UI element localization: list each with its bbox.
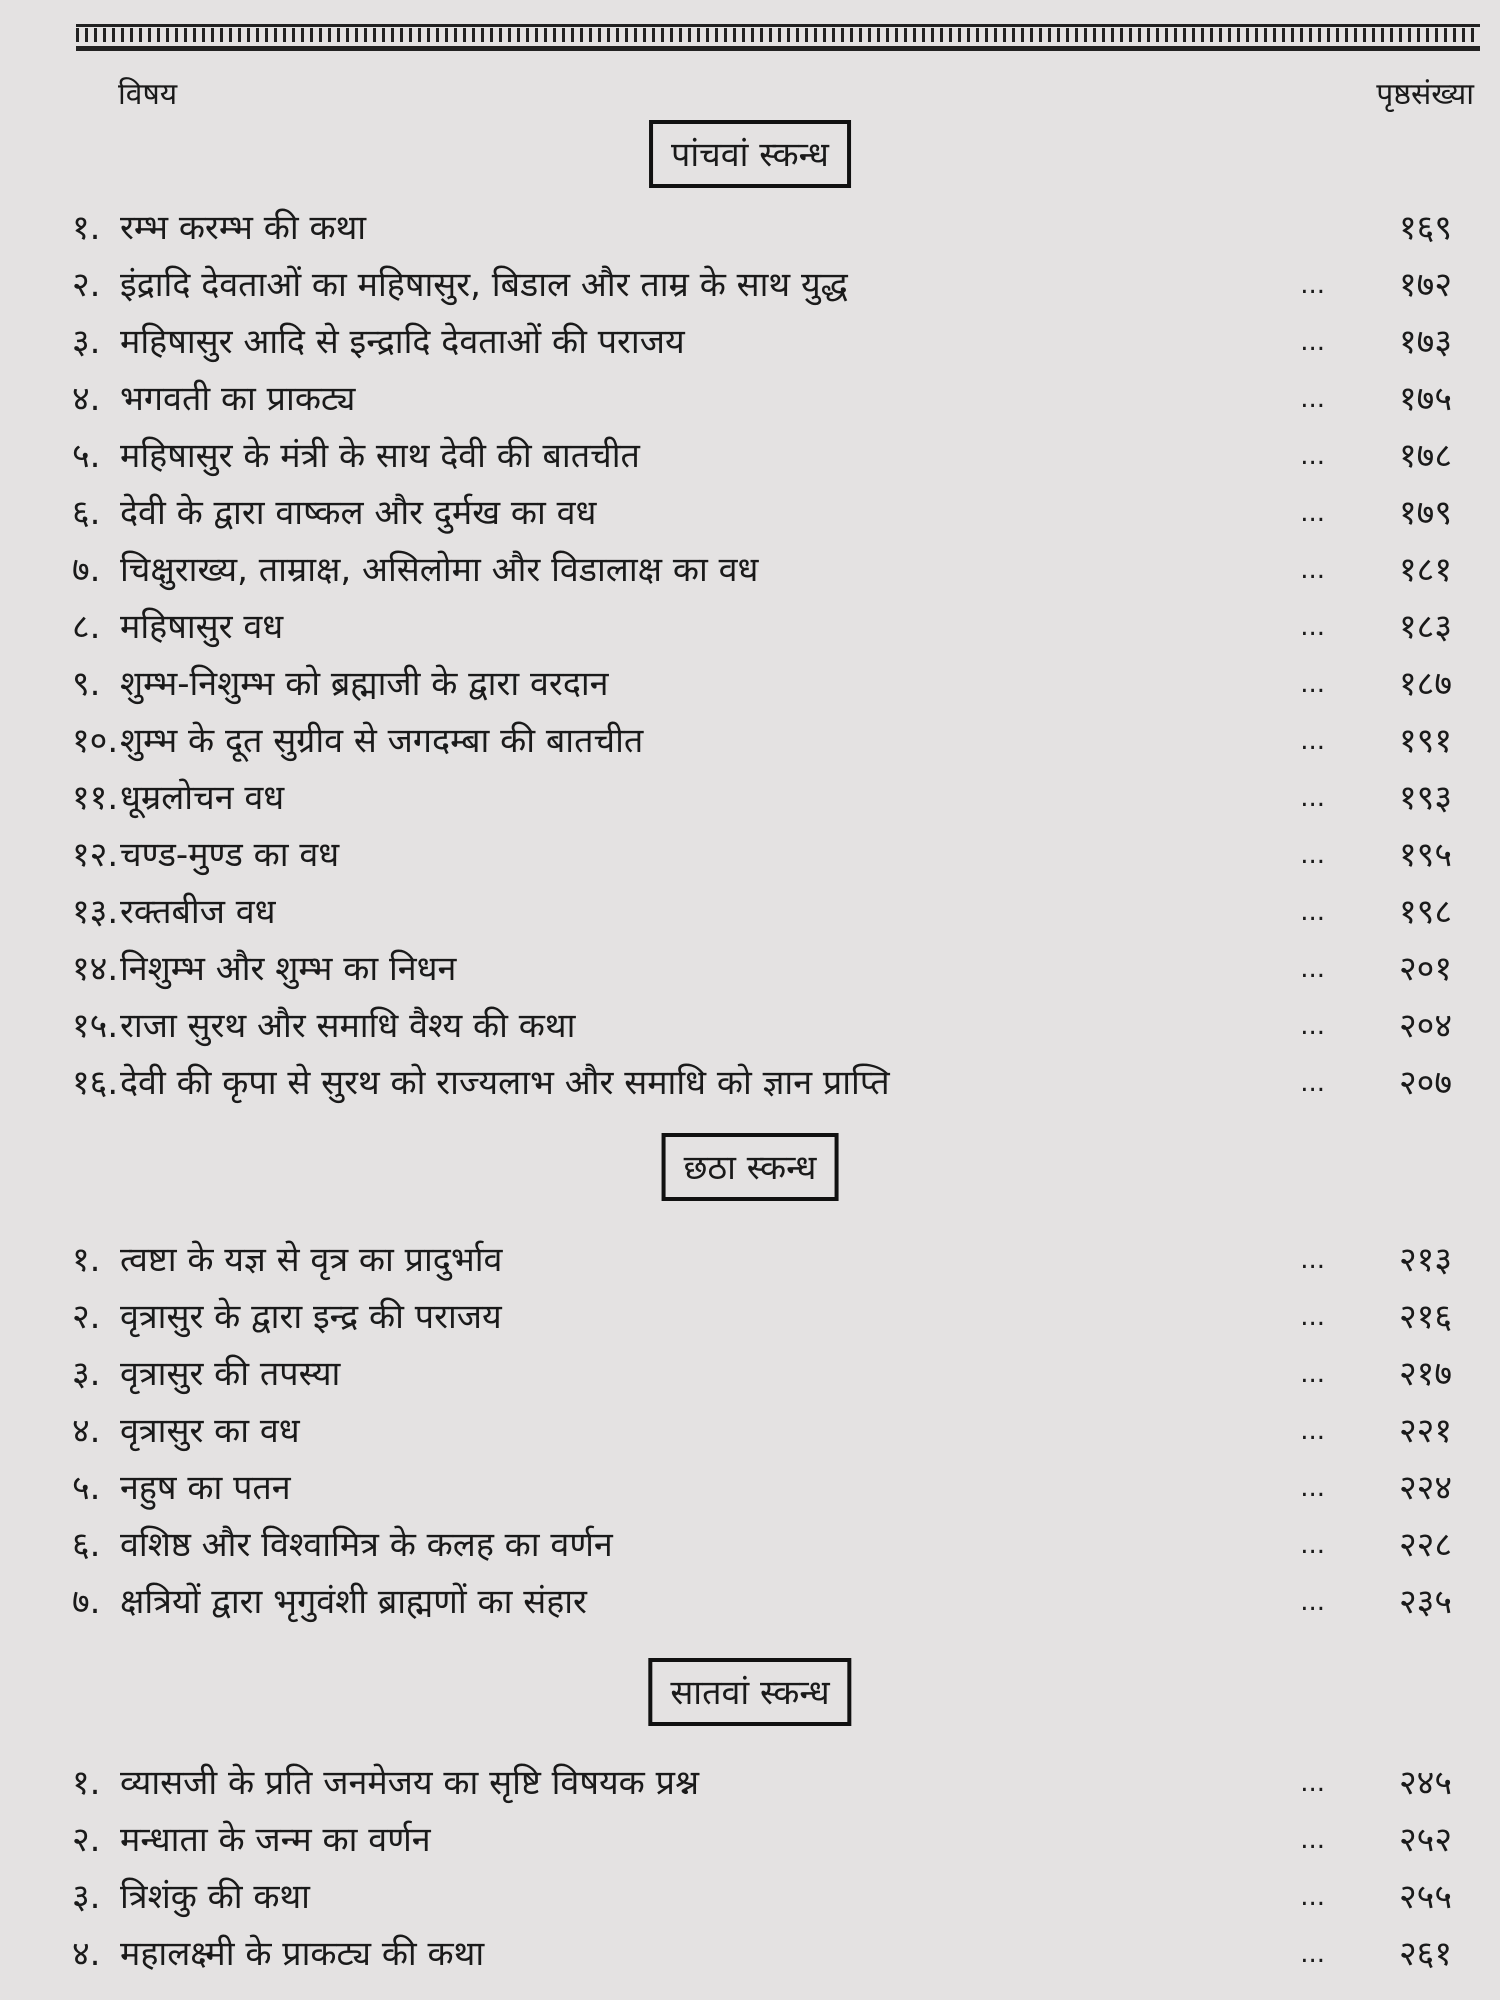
entry-number: १५.: [72, 1006, 119, 1046]
entry-leader-dots: ...: [1300, 270, 1325, 300]
entry-leader-dots: ...: [1300, 555, 1325, 585]
section-title-chhatha: छठा स्कन्ध: [662, 1133, 839, 1201]
toc-entry: [72, 1517, 1460, 1574]
toc-entry: [72, 713, 1460, 770]
entry-page-number: १७५: [1398, 379, 1452, 419]
entry-title: राजा सुरथ और समाधि वैश्य की कथा: [120, 1006, 576, 1046]
entry-title: व्यासजी के प्रति जनमेजय का सृष्टि विषयक प्रश्न: [120, 1763, 699, 1803]
toc-entry: [72, 257, 1460, 314]
entry-page-number: १८३: [1398, 607, 1452, 647]
toc-entry: [72, 1289, 1460, 1346]
toc-entry: [72, 542, 1460, 599]
entry-leader-dots: ...: [1300, 1882, 1325, 1912]
entry-number: ५.: [72, 436, 101, 476]
entry-page-number: २२१: [1398, 1411, 1452, 1451]
entry-title: देवी की कृपा से सुरथ को राज्यलाभ और समाधि को ज्ञान प्राप्ति: [120, 1063, 890, 1103]
entry-page-number: १७९: [1398, 493, 1452, 533]
entry-page-number: २०१: [1398, 949, 1452, 989]
entry-title: महिषासुर आदि से इन्द्रादि देवताओं की पराजय: [120, 322, 685, 362]
entry-page-number: १८१: [1398, 550, 1452, 590]
entry-title: देवी के द्वारा वाष्कल और दुर्मख का वध: [120, 493, 597, 533]
entry-title: महिषासुर के मंत्री के साथ देवी की बातचीत: [120, 436, 640, 476]
section-entries: [72, 1232, 1460, 1631]
entry-page-number: २०४: [1398, 1006, 1452, 1046]
toc-entry: [72, 371, 1460, 428]
section-entries: [72, 1755, 1460, 1983]
entry-page-number: २३५: [1398, 1582, 1452, 1622]
section-title-satva: सातवां स्कन्ध: [648, 1658, 851, 1726]
entry-page-number: २६१: [1398, 1934, 1452, 1974]
toc-entry: [72, 770, 1460, 827]
toc-entry: [72, 1869, 1460, 1926]
entry-number: ३.: [72, 1877, 101, 1917]
entry-title: नहुष का पतन: [120, 1468, 291, 1508]
toc-entry: [72, 314, 1460, 371]
entry-number: २.: [72, 1297, 101, 1337]
entry-number: ६.: [72, 493, 101, 533]
entry-page-number: १७२: [1398, 265, 1452, 305]
entry-page-number: १६९: [1398, 208, 1452, 248]
toc-entry: [72, 599, 1460, 656]
entry-number: १४.: [72, 949, 119, 989]
entry-title: चिक्षुराख्य, ताम्राक्ष, असिलोमा और विडालाक्ष का वध: [120, 550, 759, 590]
entry-leader-dots: ...: [1300, 1939, 1325, 1969]
entry-leader-dots: ...: [1300, 1768, 1325, 1798]
entry-page-number: १९८: [1398, 892, 1452, 932]
entry-leader-dots: ...: [1300, 726, 1325, 756]
toc-header: [118, 72, 1474, 113]
entry-number: ४.: [72, 1411, 101, 1451]
entry-leader-dots: ...: [1300, 669, 1325, 699]
entry-number: ३.: [72, 1354, 101, 1394]
entry-page-number: १९३: [1398, 778, 1452, 818]
toc-entry: [72, 998, 1460, 1055]
entry-number: १२.: [72, 835, 119, 875]
entry-page-number: १८७: [1398, 664, 1452, 704]
toc-entry: [72, 827, 1460, 884]
entry-page-number: २५५: [1398, 1877, 1452, 1917]
toc-entry: [72, 1232, 1460, 1289]
toc-entry: [72, 485, 1460, 542]
entry-leader-dots: ...: [1300, 1473, 1325, 1503]
toc-entry: [72, 941, 1460, 998]
page-number-heading: पृष्ठसंख्या: [1376, 77, 1474, 112]
entry-page-number: १९५: [1398, 835, 1452, 875]
toc-entry: [72, 1755, 1460, 1812]
entry-leader-dots: ...: [1300, 612, 1325, 642]
entry-number: ४.: [72, 1934, 101, 1974]
toc-entry: [72, 1574, 1460, 1631]
toc-entry: [72, 1403, 1460, 1460]
entry-title: चण्ड-मुण्ड का वध: [120, 835, 340, 875]
entry-title: रक्तबीज वध: [120, 892, 276, 932]
entry-number: २.: [72, 1820, 101, 1860]
entry-leader-dots: ...: [1300, 441, 1325, 471]
section-title-panchva: पांचवां स्कन्ध: [649, 120, 851, 188]
entry-title: महिषासुर वध: [120, 607, 284, 647]
toc-entry: [72, 1346, 1460, 1403]
entry-title: शुम्भ-निशुम्भ को ब्रह्माजी के द्वारा वरदान: [120, 664, 609, 704]
entry-leader-dots: ...: [1300, 384, 1325, 414]
decorative-border: [76, 24, 1480, 54]
entry-number: १०.: [72, 721, 119, 761]
toc-entry: [72, 1926, 1460, 1983]
toc-entry: [72, 884, 1460, 941]
entry-title: भगवती का प्राकट्य: [120, 379, 356, 419]
entry-number: ३.: [72, 322, 101, 362]
entry-title: शुम्भ के दूत सुग्रीव से जगदम्बा की बातचीत: [120, 721, 644, 761]
entry-page-number: २१३: [1398, 1240, 1452, 1280]
entry-leader-dots: ...: [1300, 1068, 1325, 1098]
entry-page-number: २४५: [1398, 1763, 1452, 1803]
entry-number: ४.: [72, 379, 101, 419]
entry-leader-dots: ...: [1300, 840, 1325, 870]
entry-title: त्रिशंकु की कथा: [120, 1877, 310, 1917]
entry-leader-dots: ...: [1300, 498, 1325, 528]
entry-number: ८.: [72, 607, 101, 647]
subject-heading: विषय: [118, 77, 178, 112]
entry-title: क्षत्रियों द्वारा भृगुवंशी ब्राह्मणों का संहार: [120, 1582, 587, 1622]
entry-title: त्वष्टा के यज्ञ से वृत्र का प्रादुर्भाव: [120, 1240, 503, 1280]
toc-entry: [72, 1460, 1460, 1517]
entry-leader-dots: ...: [1300, 1359, 1325, 1389]
entry-leader-dots: ...: [1300, 1825, 1325, 1855]
entry-number: १३.: [72, 892, 119, 932]
toc-entry: [72, 1812, 1460, 1869]
entry-number: १.: [72, 208, 101, 248]
entry-number: ९.: [72, 664, 101, 704]
entry-title: वृत्रासुर की तपस्या: [120, 1354, 341, 1394]
entry-number: १.: [72, 1763, 101, 1803]
entry-page-number: १७३: [1398, 322, 1452, 362]
entry-leader-dots: ...: [1300, 783, 1325, 813]
entry-leader-dots: ...: [1300, 1416, 1325, 1446]
entry-leader-dots: ...: [1300, 897, 1325, 927]
entry-leader-dots: ...: [1300, 1302, 1325, 1332]
entry-page-number: २१७: [1398, 1354, 1452, 1394]
entry-page-number: १९१: [1398, 721, 1452, 761]
entry-leader-dots: ...: [1300, 1245, 1325, 1275]
entry-leader-dots: ...: [1300, 327, 1325, 357]
toc-entry: [72, 428, 1460, 485]
entry-number: ६.: [72, 1525, 101, 1565]
entry-number: ७.: [72, 1582, 101, 1622]
entry-leader-dots: ...: [1300, 1587, 1325, 1617]
entry-title: वृत्रासुर के द्वारा इन्द्र की पराजय: [120, 1297, 502, 1337]
entry-number: २.: [72, 265, 101, 305]
entry-title: धूम्रलोचन वध: [120, 778, 285, 818]
entry-title: वशिष्ठ और विश्वामित्र के कलह का वर्णन: [120, 1525, 613, 1565]
entry-number: ११.: [72, 778, 119, 818]
entry-title: निशुम्भ और शुम्भ का निधन: [120, 949, 457, 989]
entry-leader-dots: ...: [1300, 1530, 1325, 1560]
entry-number: १.: [72, 1240, 101, 1280]
entry-page-number: १७८: [1398, 436, 1452, 476]
entry-number: १६.: [72, 1063, 119, 1103]
entry-title: महालक्ष्मी के प्राकट्य की कथा: [120, 1934, 485, 1974]
toc-entry: [72, 1055, 1460, 1112]
entry-title: रम्भ करम्भ की कथा: [120, 208, 367, 248]
entry-page-number: २०७: [1398, 1063, 1452, 1103]
entry-page-number: २२८: [1398, 1525, 1452, 1565]
entry-number: ७.: [72, 550, 101, 590]
entry-title: मन्धाता के जन्म का वर्णन: [120, 1820, 431, 1860]
entry-page-number: २५२: [1398, 1820, 1452, 1860]
entry-page-number: २१६: [1398, 1297, 1452, 1337]
entry-title: वृत्रासुर का वध: [120, 1411, 300, 1451]
toc-entry: [72, 200, 1460, 257]
entry-page-number: २२४: [1398, 1468, 1452, 1508]
entry-leader-dots: ...: [1300, 954, 1325, 984]
entry-title: इंद्रादि देवताओं का महिषासुर, बिडाल और ताम्र के साथ युद्ध: [120, 265, 848, 305]
section-entries: [72, 200, 1460, 1112]
entry-number: ५.: [72, 1468, 101, 1508]
toc-entry: [72, 656, 1460, 713]
entry-leader-dots: ...: [1300, 1011, 1325, 1041]
